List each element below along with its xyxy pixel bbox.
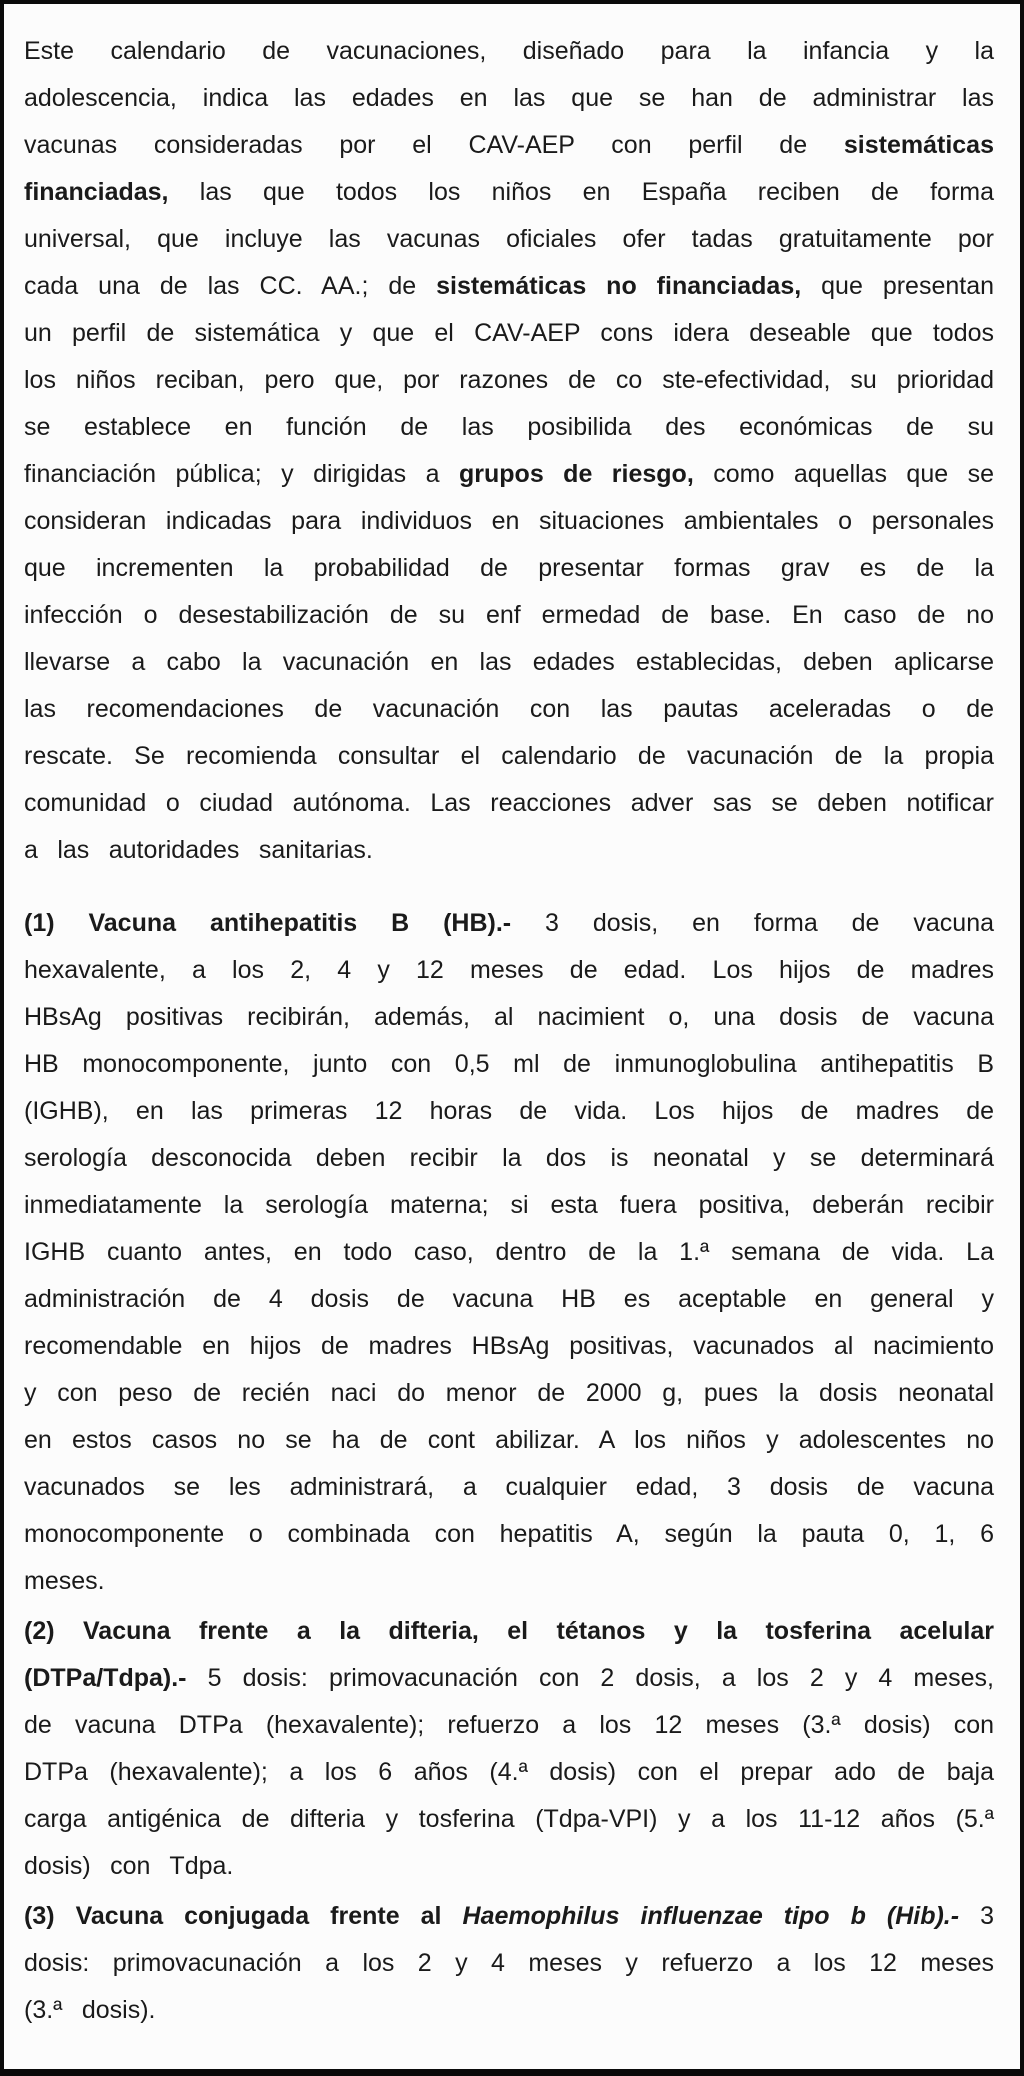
text-run: 3 dosis: primovacunación a los 2 y 4 meses y refuerzo a los 12 meses (3.ª dosis). xyxy=(24,1902,994,2024)
intro-paragraph xyxy=(24,28,994,874)
text-run: Este calendario de vacunaciones, diseñado para la infancia y la adolescencia, indica las edades en las que se han de administrar las vacunas consideradas por el CAV-AEP con perfil de xyxy=(24,37,994,159)
footnote-3-heading-italic-haemophilus: Haemophilus influenzae tipo b (Hib).- xyxy=(462,1902,981,1930)
footnote-1-hepatitis-b xyxy=(24,900,994,1605)
footnote-3-heading: (3) Vacuna conjugada frente al xyxy=(24,1902,463,1930)
bold-text-run-sistematicas-no-financiadas: sistemáticas no financiadas, xyxy=(436,272,802,300)
footnote-1-heading: (1) Vacuna antihepatitis B (HB).- xyxy=(24,909,546,937)
text-run: 5 dosis: primovacunación con 2 dosis, a los 2 y 4 meses, de vacuna DTPa (hexavalente); refuerzo a los 12 meses (3.ª dosis) con DTPa (hexavalente); a los 6 años (4.ª dosis) con el prepar ado de baja carga antigénica de difteria y tosferina (Tdpa-VPI) y a los 11-12 años (5.ª dosis) con Tdpa. xyxy=(24,1664,994,1880)
bold-text-run-grupos-de-riesgo: grupos de riesgo, xyxy=(459,460,694,488)
footnote-3-hib xyxy=(24,1893,994,2034)
text-run: 3 dosis, en forma de vacuna hexavalente, a los 2, 4 y 12 meses de edad. Los hijos de madres HBsAg positivas recibirán, además, al nacimient o, una dosis de vacuna HB monocomponente, junto con 0,5 ml de inmunoglobulina antihepatitis B (IGHB), en las primeras 12 horas de vida. Los hijos de madres de serología desconocida deben recibir la dos is neonatal y se determinará inmediatamente la serología materna; si esta fuera positiva, deberán recibir IGHB cuanto antes, en todo caso, dentro de la 1.ª semana de vida. La administración de 4 dosis de vacuna HB es aceptable en general y recomendable en hijos de madres HBsAg positivas, vacunados al nacimiento y con peso de recién naci do menor de 2000 g, pues la dosis neonatal en estos casos no se ha de cont abilizar. A los niños y adolescentes no vacunados se les administrará, a cualquier edad, 3 dosis de vacuna monocomponente o combinada con hepatitis A, según la pauta 0, 1, 6 meses. xyxy=(24,909,994,1595)
text-run: que presentan un perfil de sistemática y que el CAV-AEP cons idera deseable que todos los niños reciban, pero que, por razones de co ste-efectividad, su prioridad se establece en función de las posibilida des económicas de su financiación pública; y dirigidas a xyxy=(24,272,995,488)
footnote-2-heading: (2) Vacuna frente a la difteria, el tétanos y la tosferina acelular (DTPa/Tdpa).- xyxy=(24,1617,994,1692)
footnote-2-dtpa-tdpa xyxy=(24,1608,994,1890)
bold-text-run-sistematicas-financiadas: sistemáticas financiadas, xyxy=(24,131,994,206)
text-run: las que todos los niños en España reciben de forma universal, que incluye las vacunas oficiales ofer tadas gratuitamente por cada una de las CC. AA.; de xyxy=(24,178,994,300)
text-run: como aquellas que se consideran indicadas para individuos en situaciones ambientales o personales que incrementen la probabilidad de presentar formas grav es de la infección o desestabilización de su enf ermedad de base. En caso de no llevarse a cabo la vacunación en las edades establecidas, deben aplicarse las recomendaciones de vacunación con las pautas aceleradas o de rescate. Se recomienda consultar el calendario de vacunación de la propia comunidad o ciudad autónoma. Las reacciones adver sas se deben notificar a las autoridades sanitarias. xyxy=(24,460,994,864)
